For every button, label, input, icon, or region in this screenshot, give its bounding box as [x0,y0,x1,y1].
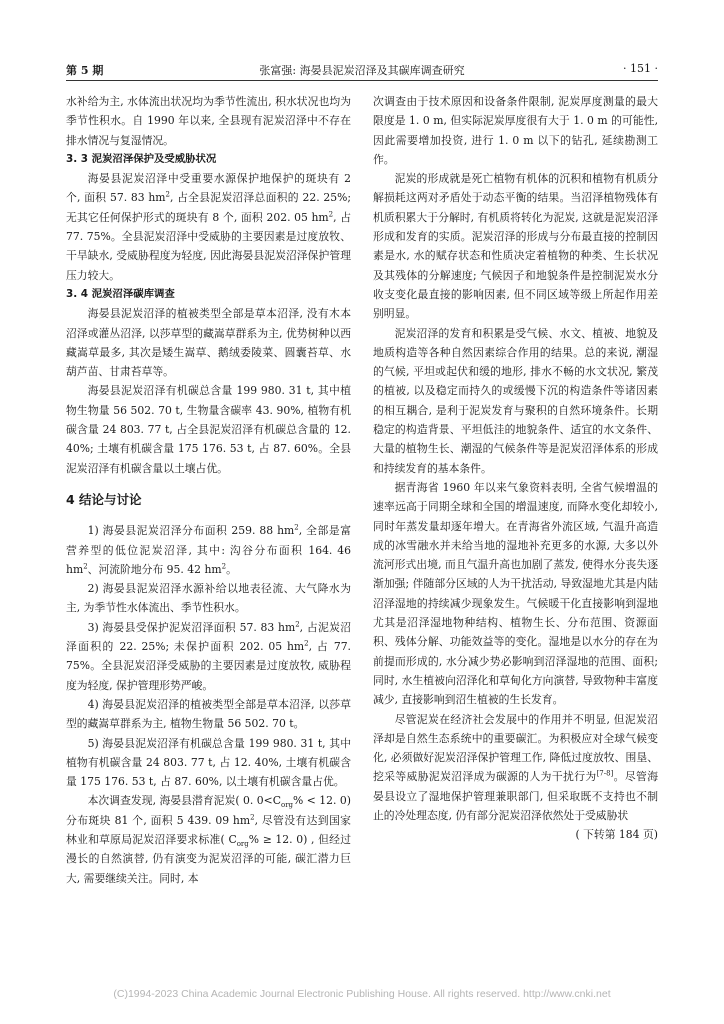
paragraph: 水补给为主, 水体流出状况均为季节性流出, 积水状况也均为季节性积水。自 1990 年以来, 全县现有泥炭沼泽中不存在排水情况与复湿情况。 [66,95,351,147]
section-heading-3-4: 3. 4 泥炭沼泽碳库调查 [66,287,175,300]
page-number: · 151 · [623,62,658,75]
conclusion-item: 2) 海晏县泥炭沼泽水源补给以地表径流、大气降水为主, 为季节性水体流出、季节性积水。 [66,582,351,615]
paragraph: 据青海省 1960 年以来气象资料表明, 全省气候增温的速率远高于同期全球和全国的增温速度, 而降水变化却较小, 同时年蒸发量却逐年增大。在青海省外流区域, 气温升高造成的冰雪融水并未给当地的湿地补充更多的水源, 大多以外流河形式出境, 而且气温升高也加剧了蒸发, 使得水分丧失逐渐加强; 伴随部分区域的人为干扰活动, 导致湿地尤其是内陆沼泽湿地的持续减少现象发生。气候暖干化直接影响到湿地尤其是沼泽湿地物种结构、植物生长、分布范围、资源面积、残体分解、功能效益等的变化。湿地是以水分的存在为前提而形成的, 水分减少势必影响到沼泽湿地的范围、面积; 同时, 水生植被向沼泽化和草甸化方向演替, 导致物种丰富度减少, 直接影响到沼生植被的生长发育。 [373,480,658,707]
left-column [66,92,351,888]
paragraph: 本次调查发现, 海晏县潜育泥炭( 0. $0<C_{org}\% < 12$. 0) 分布斑块 81 个, 面积 5 439. 09 $hm^2$, 尽管没有达到国家林业和草原局泥炭沼泽要求标准( $C_{org}\% \ge 12$. 0) , 但经过漫长的自然演替, 仍有演变为泥炭沼泽的可能, 碳汇潜力巨大, 需要继续关注。同时, 本 [66,794,352,885]
paragraph: 泥炭的形成就是死亡植物有机体的沉积和植物有机质分解损耗这两对矛盾处于动态平衡的结果。当沼泽植物残体有机质积累大于分解时, 有机质将转化为泥炭, 这就是泥炭沼泽形成和发育的实质。泥炭沼泽的形成与分布最直接的控制因素是水, 水的赋存状态和性质决定着植物的种类、生长状况及其残体的分解速度; 气候因子和地貌条件是控制泥炭水分收支变化最直接的影响因素, 但不同区域等级上所起作用差别明显。 [373,172,658,321]
running-header [66,62,658,80]
section-heading-4: 4 结论与讨论 [66,491,142,507]
issue-number: 第 5 期 [66,64,104,77]
conclusion-item: 4) 海晏县泥炭沼泽的植被类型全部是草本沼泽, 以莎草型的藏嵩草群系为主, 植物生物量 56 502. 70 t。 [66,697,351,731]
conclusion-item: 3) 海晏县受保护泥炭沼泽面积 57. 83 $hm^2$, 占泥炭沼泽面积的 22. 25%; 未保护面积 202. 05 $hm^2$, 占 77. 75%。全县泥炭沼泽受威胁的主要因素是过度放牧, 威胁程度为轻度, 保护管理形势严峻。 [66,620,351,692]
paragraph: 尽管泥炭在经济社会发展中的作用并不明显, 但泥炭沼泽却是自然生态系统中的重要碳汇。为积极应对全球气候变化, 必须做好泥炭沼泽保护管理工作, 降低过度放牧、围垦、挖采等威胁泥炭沼泽成为碳源的人为干扰行为[7-8]。尽管海晏县设立了湿地保护管理兼职部门, 但采取既不支持也不制止的冷处理态度, 仍有部分泥炭沼泽依然处于受威胁状 [373,712,659,822]
continued-note: ( 下转第 184 页) [575,828,658,842]
paragraph: 海晏县泥炭沼泽中受重要水源保护地保护的斑块有 2 个, 面积 57. 83 $hm^2$, 占全县泥炭沼泽总面积的 22. 25%; 无其它任何保护形式的斑块有 8 个, 面积 202. 05 $hm^2$, 占 77. 75%。全县泥炭沼泽中受威胁的主要因素是过度放牧、干旱缺水, 受威胁程度为轻度, 因此海晏县泥炭沼泽保护管理压力较大。 [66,172,351,282]
citation-ref: [7-8] [596,769,614,778]
conclusion-item: 1) 海晏县泥炭沼泽分布面积 259. 88 $hm^2$, 全部是富营养型的低位泥炭沼泽, 其中: 沟谷分布面积 164. 46 $hm^2$、河流阶地分布 95. 42 $hm^2$。 [66,523,351,576]
paragraph: 海晏县泥炭沼泽的植被类型全部是草本沼泽, 没有木本沼泽或灌丛沼泽, 以莎草型的藏嵩草群系为主, 优势树种以西藏嵩草最多, 其次是矮生嵩草、鹅绒委陵菜、圆囊苔草、水葫芦苗、甘肃苔草等。 [66,307,351,379]
right-column [373,92,658,845]
section-heading-3-3: 3. 3 泥炭沼泽保护及受威胁状况 [66,152,217,165]
header-rule [66,80,658,81]
paragraph: 泥炭沼泽的发育和积累是受气候、水文、植被、地貌及地质构造等各种自然因素综合作用的结果。总的来说, 潮湿的气候, 平坦或起伏和缓的地形, 排水不畅的水文状况, 繁茂的植被, 以及稳定而持久的或缓慢下沉的构造条件等诸因素的相互耦合, 是利于泥炭发育与聚积的自然环境条件。长期稳定的构造背景、平坦低洼的地貌条件、适宜的水文条件、大量的植物生长、潮湿的气候条件等是泥炭沼泽体系的形成和持续发育的基本条件。 [373,326,658,475]
conclusion-item: 5) 海晏县泥炭沼泽有机碳总含量 199 980. 31 t, 其中植物有机碳含量 24 803. 77 t, 占 12. 40%, 土壤有机碳含量 175 176. 53 t, 占 87. 60%, 以土壤有机碳含量占优。 [66,736,351,789]
paragraph: 海晏县泥炭沼泽有机碳总含量 199 980. 31 t, 其中植物生物量 56 502. 70 t, 生物量含碳率 43. 90%, 植物有机碳含量 24 803. 77 t, 占全县泥炭沼泽有机碳总含量的 12. 40%; 土壤有机碳含量 175 176. 53 t, 占 87. 60%。全县泥炭沼泽有机碳含量以土壤占优。 [66,384,351,475]
copyright-footer: (C)1994-2023 China Academic Journal Electronic Publishing House. All rights reserved. http://www.cnki.net [113,988,611,1000]
running-title: 张富强: 海晏县泥炭沼泽及其碳库调查研究 [259,64,465,77]
paragraph: 次调查由于技术原因和设备条件限制, 泥炭厚度测量的最大限度是 1. 0 m, 但实际泥炭厚度很有大于 1. 0 m 的可能性, 因此需要增加投资, 进行 1. 0 m 以下的钻孔, 延续勘测工作。 [373,95,658,166]
